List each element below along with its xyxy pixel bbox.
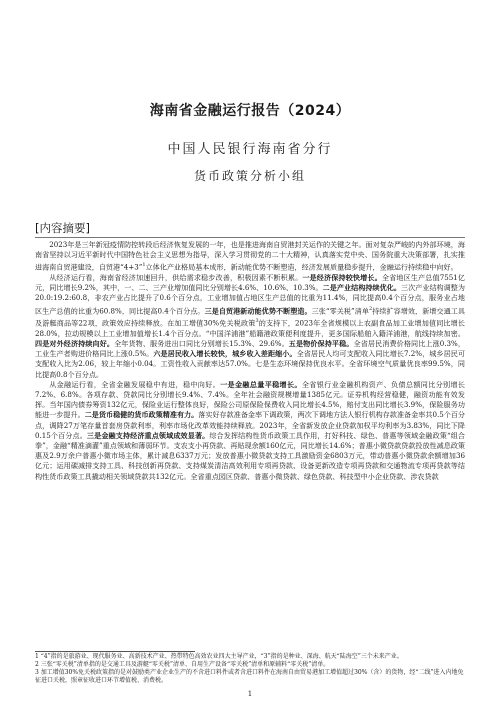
text-run: 全省居民消费价格同比上涨0.3%，工业生产者购进价格同比上涨0.5%。 [35,338,465,359]
page-number: 1 [247,690,253,698]
bold-phrase: 五是物价保持平稳。 [288,338,354,348]
bold-phrase: 二是产业结构持续优化。 [322,283,401,293]
summary-paragraph [35,380,465,482]
footnotes [35,653,465,685]
text-run: 三张“零关税”清单 [311,305,369,315]
text-run: 落实好存款准备金率下调政策，两次下调地方法人银行机构存款准备金率共0.5个百分点，调降27万笔存量首套房贷款利率，利率市场化改革效能持续释放。2023年，全省新发放企业贷款加权平均利率为3.83%，同比下降0.15个百分点。 [35,410,466,440]
text-run: 全省银行业金融机构资产、负债总额同比分别增长7.2%、6.8%。各项存款、贷款同比分别增长9.4%、7.4%。全年社会融资规模增量1385亿元。证券机构经营稳健，融资功能有效发挥。当年国内债券筹资132亿元，保险业运行整体良好，保险公司原保险保费收入同比增长4.5%，赔付支出同比增长3.9%，保险服务功能进一步提升。 [35,379,466,420]
footnote-1: 1 “4”指的是旅游业、现代服务业、高新技术产业、热带特色高效农业四大主导产业，“3”指的是种业、深海、航天“陆海空”三个未来产业。 [35,653,403,660]
text-run: 立体化产业格局基本成形，新动能优势不断塑造，经济发展质量稳步提升，金融运行持续稳中向好。 [145,262,458,272]
text-run: 全省地区生产总值7551亿元，同比增长9.2%，其中，一、二、三产业增加值同比分别增长4.6%、10.6%、10.3%。 [35,272,466,293]
footnote-2: 2 三张“零关税”清单指的是交通工具及游艇“零关税”清单、自用生产设备“零关税”清单和原辅料“零关税”清单。 [35,661,330,668]
report-title: 海南省金融运行报告（2024） [149,103,351,119]
bold-phrase: 四是对外经济持续向好。 [35,338,115,348]
text-run: 从金融运行看，全省金融发展稳中有进，稳中向好。 [49,379,221,389]
summary-paragraph [35,273,465,380]
report-group: 货币政策分析小组 [193,169,306,183]
footnote-ref: 1 [142,262,146,269]
section-divider [35,237,465,238]
footnote-ref: 2 [368,305,373,312]
text-run: 三次产业结构调整为20.0:19.2:60.8，非农产业占比提升了0.6个百分点，工业增加值占地区生产总值的比重为11.4%，同比提高0.4个百分点，服务业占地区生产总值的比重为60.8%，同比提高0.4个百分点。 [35,283,466,315]
bold-phrase: 一是金融总量平稳增长。 [220,379,302,389]
summary-body [35,240,465,482]
bold-phrase: 六是居民收入增长较快，城乡收入差距缩小。 [153,349,297,359]
text-run: 持续扩容增效，新增交通工具及游艇商品等22项，政策效应持续释放。在加工增值30%免关税政策 [35,305,465,328]
footnote-ref: 3 [255,318,259,325]
text-run: 2023年是三年新冠疫情防控转段后经济恢复发展的一年，也是推进海南自贸港封关运作的关键之年。面对复杂严峻的内外部环境，海南省坚持以习近平新时代中国特色社会主义思想为指导，深入学习贯彻党的二十大精神，认真落实党中央、国务院重大决策部署，扎实推进海南自贸港建设，自贸港“4+3” [35,240,465,272]
text-run: 从经济运行看，海南省经济加速回升，供给需求稳步改善，积极因素不断积累。 [49,272,303,282]
footnote-3: 3 加工增值30%免关税政策指的是对鼓励类产业企业生产的不含进口料件或者含进口料件在海南自由贸易港加工增值超过30%（含）的货物，经“二线”进入内地免征进口关税，照章征收进口环节增值税、消费税。 [35,669,464,684]
footnote-divider [35,651,195,652]
bold-phrase: 二是货币稳健的货币政策精准有力。 [84,410,199,420]
text-run: 全年货物、服务进出口同比分别增长15.3%、29.6%。 [114,338,289,348]
section-heading: [内容摘要] [35,221,90,235]
text-run: 的支持下，2023年全省规模以上农副食品加工业增加值同比增长28.0%，拉动规模以上工业增加值增长1.4个百分点。“中国洋浦港”船籍港政策便利度提升，更多国际船舶入籍洋浦港，航线持续加密。 [35,318,465,338]
text-run: 综合发挥结构性货币政策工具作用，打好科技、绿色、普惠等领域金融政策“组合拳”，金融“精准滴灌”重点领域和薄弱环节。支农支小再贷款、再贴现余额160亿元，同比增长14.6%；普惠小微贷款贷款投放性减息政策惠及2.9万余户普惠小微市场主体，累计减息6337万元；发放普惠小微贷款支持工具激励资金6803万元，带动普惠小微贷款余额增加36亿元；运用碳减排支持工具、科技创新再贷款、支持煤炭清洁高效利用专项再贷款、设备更新改造专项再贷款和交通物流专项再贷款等结构性货币政策工具撬动相关领域贷款共132亿元。全省重点园区贷款、普惠小微贷款、绿色贷款、科技型中小企业贷款、涉农贷款 [35,430,466,481]
bold-phrase: 三是金融支持经济重点领域成效显著。 [86,430,210,440]
text-run: 全省居民人均可支配收入同比增长7.2%，城乡居民可支配收入比为2.06，较上年缩小0.04。工资性收入贡献率达57.0%。七是生态环境保持优良水平。全省环境空气质量优良率99.5%，同比提高0.8个百分点。 [35,349,466,379]
bold-phrase: 三是自贸港新动能优势不断塑造。 [204,305,312,315]
report-author: 中国人民银行海南省分行 [167,142,333,157]
bold-phrase: 一是经济保持较快增长。 [302,272,382,282]
summary-paragraph [35,240,465,273]
